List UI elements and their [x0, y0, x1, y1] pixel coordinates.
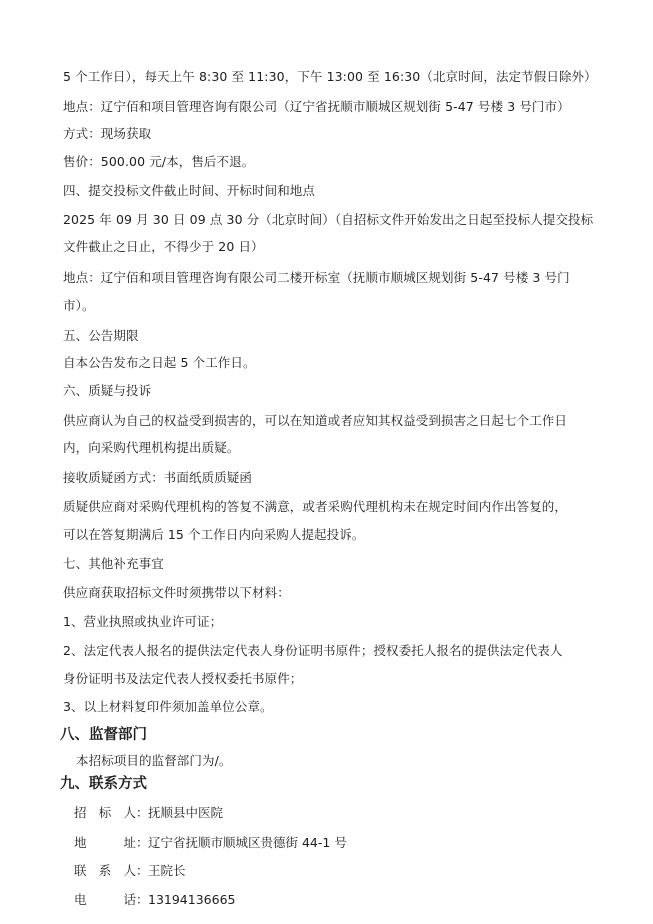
- list-item: 2、法定代表人报名的提供法定代表人身份证明书原件；授权委托人报名的提供法定代表人: [63, 643, 563, 658]
- section-heading: 五、公告期限: [63, 328, 139, 343]
- list-item: 身份证明书及法定代表人授权委托书原件；: [63, 671, 303, 686]
- text-line: 自本公告发布之日起 5 个工作日。: [63, 355, 256, 370]
- contact-separator: ：: [136, 805, 149, 820]
- text-line: 文件截止之日止，不得少于 20 日）: [63, 239, 264, 254]
- section-8-heading: 八、监督部门: [60, 727, 147, 743]
- contact-label: 电话: [74, 892, 136, 907]
- contact-value: 王院长: [148, 863, 186, 878]
- list-item: 1、营业执照或执业许可证；: [63, 614, 223, 629]
- text-line: 方式：现场获取: [63, 126, 152, 141]
- contact-label: 地址: [74, 835, 136, 850]
- contact-row-person: [74, 863, 374, 879]
- contact-value: 13194136665: [148, 892, 236, 907]
- contact-value: 抚顺县中医院: [148, 805, 224, 820]
- section-heading: 六、质疑与投诉: [63, 383, 152, 398]
- text-line: 接收质疑函方式：书面纸质质疑函: [63, 470, 253, 485]
- section-9-heading: 九、联系方式: [60, 776, 147, 792]
- contact-separator: ：: [136, 863, 149, 878]
- text-line: 市）。: [63, 298, 95, 313]
- section-heading: 四、提交投标文件截止时间、开标时间和地点: [63, 183, 316, 198]
- contact-row-phone: [74, 892, 374, 908]
- contact-value: 辽宁省抚顺市顺城区贵德街 44-1 号: [148, 835, 347, 850]
- text-line: 质疑供应商对采购代理机构的答复不满意，或者采购代理机构未在规定时间内作出答复的，: [63, 499, 568, 514]
- contact-label: 联系人: [74, 863, 136, 878]
- contact-label: 招标人: [74, 805, 136, 820]
- text-line: 可以在答复期满后 15 个工作日内向采购人提起投诉。: [63, 527, 365, 542]
- contact-separator: ：: [136, 892, 149, 907]
- text-line: 内，向采购代理机构提出质疑。: [63, 440, 240, 455]
- contact-row-bidder: [74, 805, 374, 821]
- text-line: 供应商获取招标文件时须携带以下材料：: [63, 585, 290, 600]
- list-item: 3、以上材料复印件须加盖单位公章。: [63, 699, 273, 714]
- contact-separator: ：: [136, 835, 149, 850]
- text-line: 供应商认为自己的权益受到损害的，可以在知道或者应知其权益受到损害之日起七个工作日: [63, 413, 568, 428]
- text-line: 售价：500.00 元/本，售后不退。: [63, 154, 255, 169]
- contact-row-address: [74, 835, 374, 851]
- section-8-body: 本招标项目的监督部门为/。: [76, 753, 232, 768]
- text-line: 2025 年 09 月 30 日 09 点 30 分（北京时间）（自招标文件开始发出之日起至投标人提交投标: [63, 212, 594, 227]
- section-heading: 七、其他补充事宜: [63, 556, 164, 571]
- text-line: 地点：辽宁佰和项目管理咨询有限公司（辽宁省抚顺市顺城区规划街 5-47 号楼 3 号门市）: [63, 99, 570, 114]
- text-line: 地点：辽宁佰和项目管理咨询有限公司二楼开标室（抚顺市顺城区规划街 5-47 号楼 3 号门: [63, 270, 570, 285]
- text-line: 5 个工作日），每天上午 8:30 至 11:30，下午 13:00 至 16:30（北京时间，法定节假日除外）: [63, 69, 597, 84]
